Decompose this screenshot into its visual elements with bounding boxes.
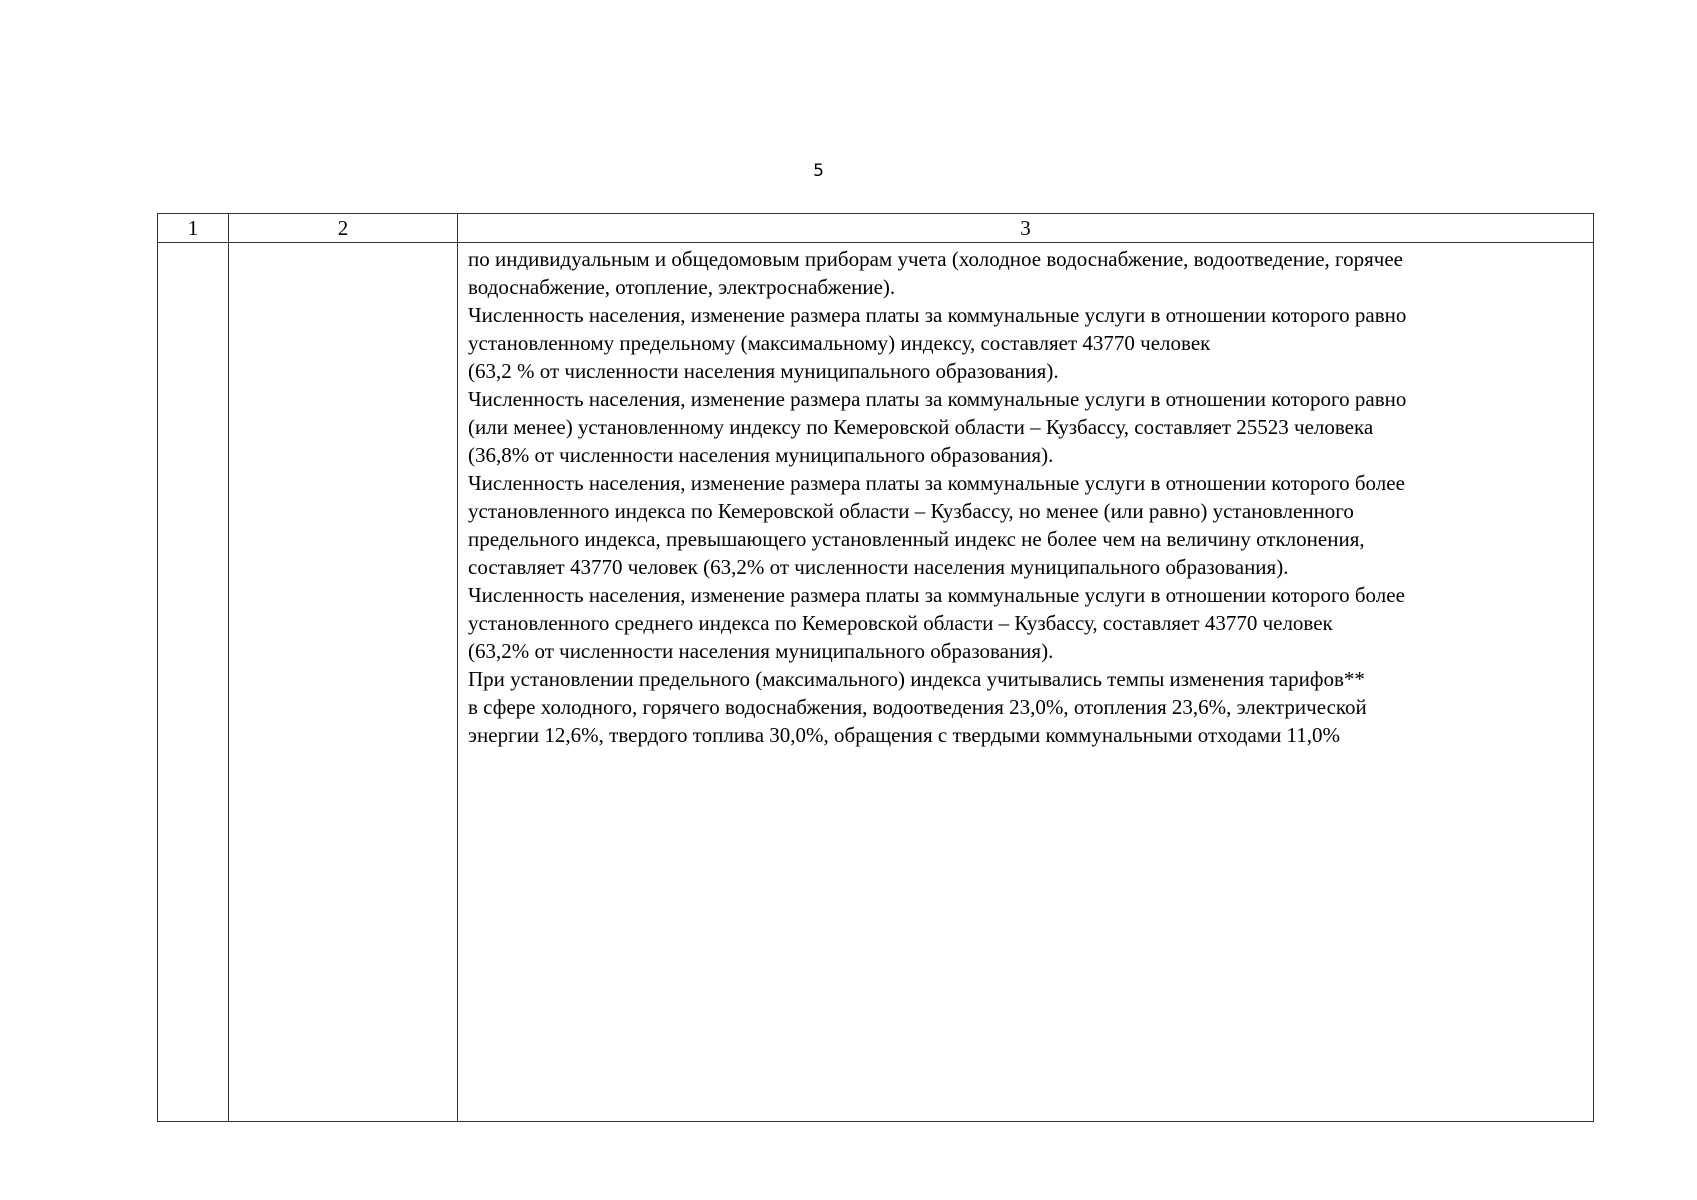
column-header-2: 2: [229, 214, 458, 243]
page-number: 5: [813, 161, 824, 181]
table-row: [158, 243, 1594, 1122]
paragraph-population-above-index: Численность населения, изменение размера платы за коммунальные услуги в отношении которого более установленного индекса по Кемеровской области – Кузбассу, но менее (или равно) установленного предельного индекса, превышающего установленный индекс не более чем на величину отклонения, составляет 43770 человек (63,2% от численности населения муниципального образования).: [468, 471, 1405, 579]
table-cell-col3: [458, 243, 1594, 1122]
paragraph-tariff-rates: При установлении предельного (максимального) индекса учитывались темпы изменения тарифов** в сфере холодного, горячего водоснабжения, водоотведения 23,0%, отопления 23,6%, электрической энергии 12,6%, твердого топлива 30,0%, обращения с твердыми коммунальными отходами 11,0%: [468, 667, 1367, 747]
column-header-1: 1: [158, 214, 229, 243]
paragraph-metering: по индивидуальным и общедомовым приборам учета (холодное водоснабжение, водоотведение, горячее водоснабжение, отопление, электроснабжение).: [468, 247, 1403, 299]
paragraph-population-equal-or-less-index: Численность населения, изменение размера платы за коммунальные услуги в отношении которого равно (или менее) установленному индексу по Кемеровской области – Кузбассу, составляет 25523 человека (36,8% от численности населения муниципального образования).: [468, 387, 1407, 467]
document-table: [157, 213, 1594, 1122]
paragraph-population-equal-max-index: Численность населения, изменение размера платы за коммунальные услуги в отношении которого равно установленному предельному (максимальному) индексу, составляет 43770 человек (63,2 % от численности населения муниципального образования).: [468, 303, 1407, 383]
column-header-3: 3: [458, 214, 1594, 243]
table-cell-col2: [229, 243, 458, 1122]
table-header-row: [158, 214, 1594, 243]
paragraph-population-above-average-index: Численность населения, изменение размера платы за коммунальные услуги в отношении которого более установленного среднего индекса по Кемеровской области – Кузбассу, составляет 43770 человек (63,2% от численности населения муниципального образования).: [468, 583, 1405, 663]
table-cell-col1: [158, 243, 229, 1122]
